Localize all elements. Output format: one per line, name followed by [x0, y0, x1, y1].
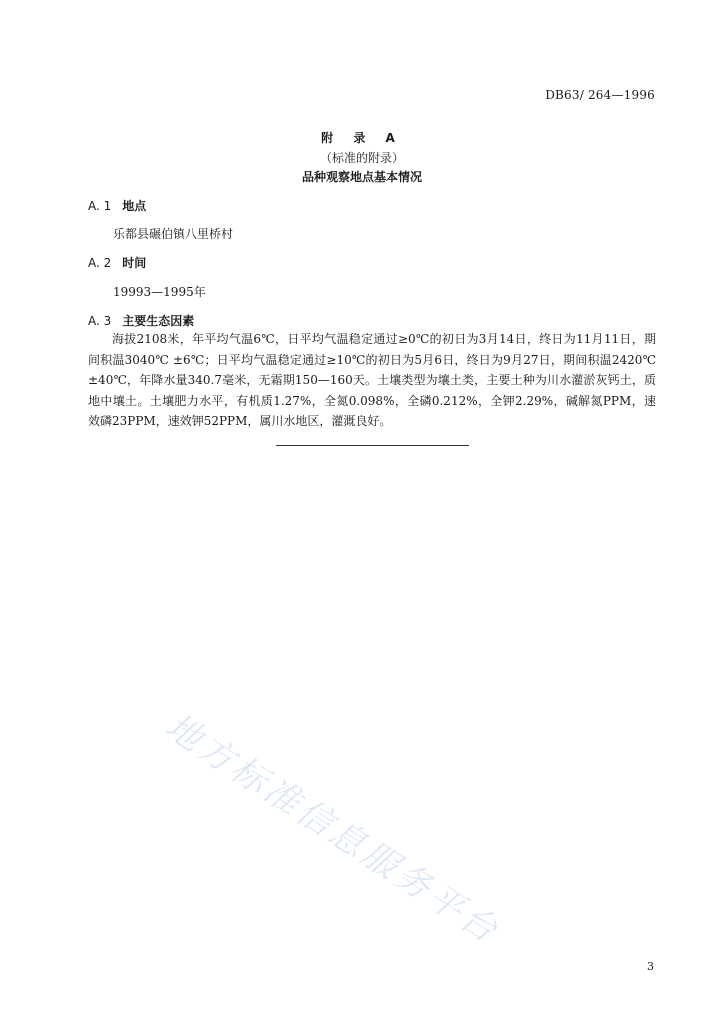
watermark: 地方标准信息服务平台 [157, 706, 507, 953]
section-title: 主要生态因素 [122, 314, 195, 328]
section-a1-text: 乐都县碾伯镇八里桥村 [113, 227, 234, 241]
page-number: 3 [647, 960, 654, 973]
section-number: A. 1 [88, 199, 112, 213]
section-number: A. 2 [88, 256, 112, 270]
section-title: 时间 [122, 256, 147, 270]
end-rule [276, 445, 469, 446]
section-a2-text: 19993—1995年 [113, 285, 206, 299]
annex-title: 附 录 A [321, 131, 403, 145]
annex-kind: （标准的附录） [319, 151, 404, 165]
document-code: DB63/ 264—1996 [545, 88, 655, 102]
section-a2-heading [88, 254, 146, 271]
annex-name: 品种观察地点基本情况 [301, 170, 422, 184]
section-a3-heading [88, 312, 194, 329]
section-number: A. 3 [88, 314, 112, 328]
ecology-paragraph: 海拔2108米，年平均气温6℃，日平均气温稳定通过≥0℃的初日为3月14日，终日为11月11日，期间积温3040℃ ±6℃；日平均气温稳定通过≥10℃的初日为5月6日，终日为9月27日，期间积温2420℃ ±40℃，年降水量340.7毫米，无霜期150—160天。土壤类型为壤土类，主要土种为川水灌淤灰钙土，质地中壤土。土壤肥力水平，有机质1.27%，全氮0.098%，全磷0.212%，全钾2.29%，碱解氮PPM，速效磷23PPM，速效钾52PPM，属川水地区，灌溉良好。 [88, 332, 656, 428]
section-title: 地点 [122, 199, 147, 213]
section-a1-heading [88, 197, 146, 214]
